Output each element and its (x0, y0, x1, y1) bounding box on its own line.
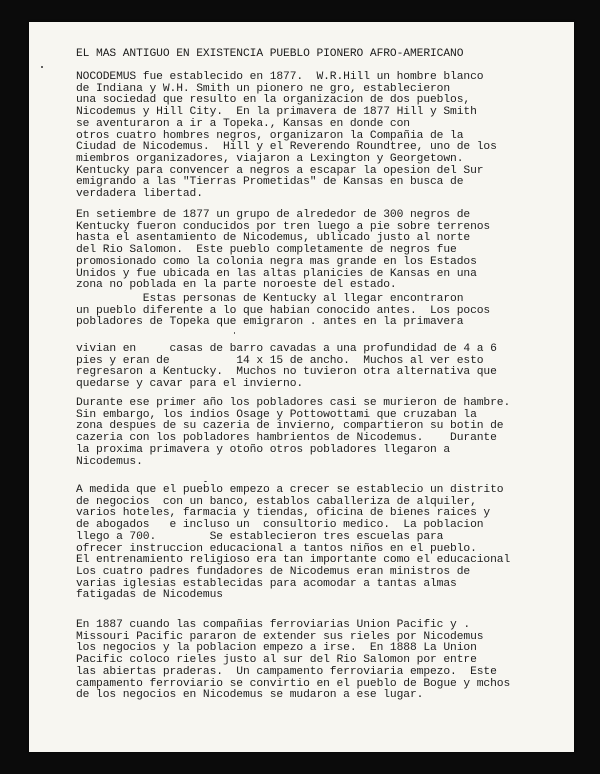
paragraph-settlement: En setiembre de 1877 un grupo de alrededor de 300 negros de Kentucky fueron conducidos por tren luego a pie sobre terrenos hasta el asentamiento de Nicodemus, ublicado justo al norte del Rio Salomon. Este pueblo completamente de negros fue promosionado como la colonia negra mas grande en los Estados Unidos y fue ubicada en las altas planicies de Kansas en una zona no poblada en la parte noroeste del estado. (76, 209, 491, 292)
paragraph-first-winter: Durante ese primer año los pobladores casi se murieron de hambre. Sin embargo, los indios Osage y Pottowottami que cruzaban la zona despues de su cazeria de invierno, compartieron su botin de cazeria con los pobladores hambrientos de Nicodemus. Durante la proxima primavera y otoño otros pobladores llegaron a Nicodemus. (76, 397, 511, 468)
paragraph-dugouts: vivian en casas de barro cavadas a una profundidad de 4 a 6 pies y eran de 14 x 15 de ancho. Muchos al ver esto regresaron a Kentucky. Muchos no tuvieron otra alternativa que quedarse y cavar para el invierno. (76, 343, 497, 391)
paragraph-founding: NOCODEMUS fue establecido en 1877. W.R.Hill un hombre blanco de Indiana y W.H. Smith un pionero ne gro, establecieron una sociedad que resulto en la organizacion de dos pueblos, Nicodemus y Hill City. En la primavera de 1877 Hill y Smith se aventuraron a ir a Topeka., Kansas en donde con otros cuatro hombres negros, organizaron la Compañia de la Ciudad de Nicodemus. Hill y el Reverendo Roundtree, uno de los miembros organizadores, viajaron a Lexington y Georgetown. Kentucky para convencer a negros a escapar la opesion del Sur emigrando a las "Tierras Prometidas" de Kansas en busca de verdadera libertad. (76, 71, 497, 201)
paragraph-arrival: Estas personas de Kentucky al llegar encontraron un pueblo diferente a lo que habian conocido antes. Los pocos pobladores de Topeka que emigraron . antes en la primavera (76, 293, 491, 329)
paper-speck (204, 481, 207, 482)
paragraph-growth: A medida que el pueblo empezo a crecer se establecio un distrito de negocios con un banco, establos caballeriza de alquiler, varios hoteles, farmacia y tiendas, oficina de bienes raices y de abogados e incluso un consultorio medico. La poblacion llego a 700. Se establecieron tres escuelas para ofrecer instruccion educacional a tantos niños en el pueblo. El entrenamiento religioso era tan importante como el educacional Los cuatro padres fundadores de Nicodemus eran ministros de varias iglesias establecidas para acomodar a tantas almas fatigadas de Nicodemus (76, 484, 511, 602)
paper-speck (41, 66, 43, 68)
paper-speck (234, 332, 235, 334)
document-page (29, 22, 574, 752)
document-title: EL MAS ANTIGUO EN EXISTENCIA PUEBLO PIONERO AFRO-AMERICANO (76, 48, 464, 60)
paragraph-railroad: En 1887 cuando las compañias ferroviarias Union Pacific y . Missouri Pacific pararon de extender sus rieles por Nicodemus los negocios y la poblacion empezo a irse. En 1888 La Union Pacific coloco rieles justo al sur del Rio Salomon por entre las abiertas praderas. Un campamento ferroviaria empezo. Este campamento ferroviario se convirtio en el pueblo de Bogue y mchos de los negocios en Nicodemus se mudaron a ese lugar. (76, 619, 511, 702)
